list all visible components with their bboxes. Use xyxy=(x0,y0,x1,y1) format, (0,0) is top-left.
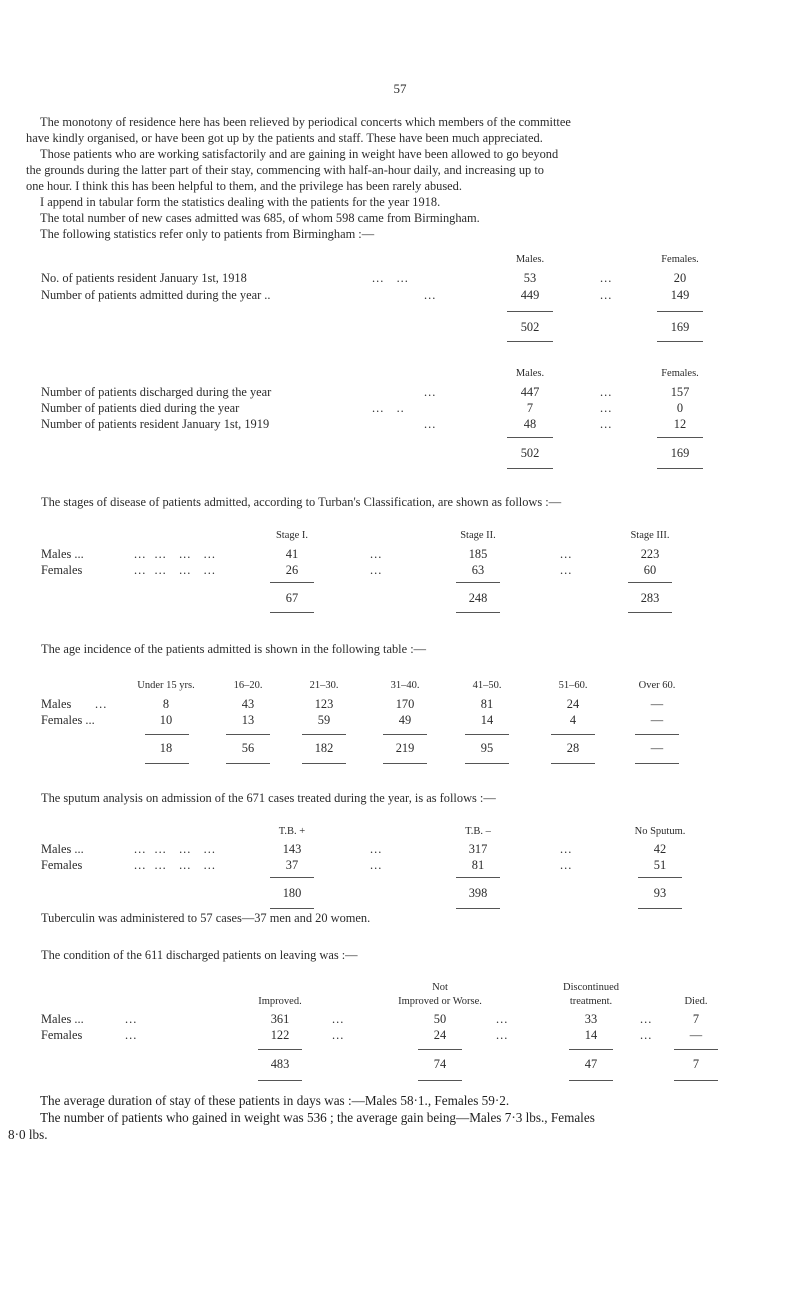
sum-rule xyxy=(145,734,189,735)
sum-rule xyxy=(569,1049,613,1050)
cell-value: 8 xyxy=(162,697,170,711)
sum-rule xyxy=(657,311,703,312)
sum-rule xyxy=(270,908,314,909)
cell-value: 447 xyxy=(520,385,540,399)
sum-rule xyxy=(551,763,595,764)
sum-rule xyxy=(635,734,679,735)
cell-value: 223 xyxy=(640,547,660,561)
total-value: 180 xyxy=(282,886,302,900)
sum-rule xyxy=(635,763,679,764)
row-label: Number of patients resident January 1st, 1919 xyxy=(41,417,270,431)
dot-leader: ... xyxy=(424,385,437,399)
dot-leader: ... xyxy=(600,401,613,415)
cell-value: 20 xyxy=(673,271,687,285)
dot-leader: ... xyxy=(424,417,437,431)
dot-leader: ... ... ... ... xyxy=(134,842,216,856)
dot-leader: ... xyxy=(125,1028,138,1042)
column-header: 41–50. xyxy=(472,680,502,691)
dot-leader: ... xyxy=(640,1012,653,1026)
column-header-females: Females. xyxy=(661,368,699,379)
intro-line: Those patients who are working satisfactorily and are gaining in weight have been allowed to go beyond xyxy=(40,147,559,161)
total-value: — xyxy=(650,741,664,755)
dot-leader: ... xyxy=(560,547,573,561)
dot-leader: ... xyxy=(496,1012,509,1026)
sum-rule xyxy=(657,341,703,342)
row-label: Males ... xyxy=(41,1012,84,1026)
sum-rule xyxy=(418,1080,462,1081)
column-header: 21–30. xyxy=(309,680,339,691)
sum-rule xyxy=(465,763,509,764)
total-value: 28 xyxy=(566,741,580,755)
cell-value: 7 xyxy=(526,401,534,415)
cell-value: 60 xyxy=(643,563,657,577)
row-label: Females xyxy=(41,1028,83,1042)
cell-value: 123 xyxy=(314,697,334,711)
cell-value: 53 xyxy=(523,271,537,285)
cell-value: 4 xyxy=(569,713,577,727)
cell-value: 81 xyxy=(480,697,494,711)
dot-leader: ... xyxy=(600,417,613,431)
cell-value: 317 xyxy=(468,842,488,856)
dot-leader: ... xyxy=(600,288,613,302)
cell-value: 43 xyxy=(241,697,255,711)
column-header: 16–20. xyxy=(233,680,263,691)
total-value: 93 xyxy=(653,886,667,900)
sum-rule xyxy=(270,612,314,613)
total-value: 67 xyxy=(285,591,299,605)
sum-rule xyxy=(145,763,189,764)
row-label: Females xyxy=(41,563,83,577)
cell-value: 13 xyxy=(241,713,255,727)
cell-value: 51 xyxy=(653,858,667,872)
dot-leader: ... xyxy=(370,547,383,561)
total-value: 18 xyxy=(159,741,173,755)
column-header-males: Males. xyxy=(515,368,545,379)
dot-leader: ... xyxy=(332,1028,345,1042)
sum-rule xyxy=(270,582,314,583)
closing-line: 8·0 lbs. xyxy=(8,1127,48,1142)
column-header-females: Females. xyxy=(661,254,699,265)
dot-leader: ... .. xyxy=(372,401,405,415)
sum-rule xyxy=(569,1080,613,1081)
cell-value: 24 xyxy=(566,697,580,711)
column-header-males: Males. xyxy=(515,254,545,265)
row-label: Number of patients discharged during the year xyxy=(41,385,272,399)
total-value: 7 xyxy=(692,1057,700,1071)
cell-value: 157 xyxy=(670,385,690,399)
cell-value: 12 xyxy=(673,417,687,431)
sum-rule xyxy=(456,908,500,909)
cell-value: 449 xyxy=(520,288,540,302)
row-label: Females ... xyxy=(41,713,95,727)
cell-value: 7 xyxy=(692,1012,700,1026)
dot-leader: ... xyxy=(600,271,613,285)
cell-value: 143 xyxy=(282,842,302,856)
total-value: 56 xyxy=(241,741,255,755)
section-intro: The age incidence of the patients admitted is shown in the following table :— xyxy=(41,642,427,656)
sum-rule xyxy=(383,763,427,764)
dot-leader: ... xyxy=(125,1012,138,1026)
total-value: 219 xyxy=(395,741,415,755)
dot-leader: ... xyxy=(370,842,383,856)
cell-value: 149 xyxy=(670,288,690,302)
dot-leader: ... ... xyxy=(372,271,409,285)
total-value: 248 xyxy=(468,591,488,605)
sum-rule xyxy=(258,1049,302,1050)
row-label: Males xyxy=(41,697,72,711)
intro-line: I append in tabular form the statistics dealing with the patients for the year 1918. xyxy=(40,195,441,209)
row-label: Number of patients died during the year xyxy=(41,401,240,415)
column-header: treatment. xyxy=(569,996,613,1007)
cell-value: 41 xyxy=(285,547,299,561)
cell-value: 26 xyxy=(285,563,299,577)
sum-rule xyxy=(456,582,500,583)
column-header: Died. xyxy=(684,996,708,1007)
cell-value: 14 xyxy=(480,713,494,727)
cell-value: — xyxy=(689,1028,703,1042)
cell-value: 122 xyxy=(270,1028,290,1042)
column-header: Under 15 yrs. xyxy=(137,680,195,691)
dot-leader: ... ... ... ... xyxy=(134,858,216,872)
cell-value: 50 xyxy=(433,1012,447,1026)
dot-leader: ... xyxy=(370,563,383,577)
cell-value: 33 xyxy=(584,1012,598,1026)
row-label: No. of patients resident January 1st, 1918 xyxy=(41,271,247,285)
column-header: Over 60. xyxy=(638,680,676,691)
sum-rule xyxy=(226,734,270,735)
cell-value: 48 xyxy=(523,417,537,431)
dot-leader: ... xyxy=(95,697,108,711)
cell-value: — xyxy=(650,697,664,711)
dot-leader: ... xyxy=(560,858,573,872)
cell-value: 59 xyxy=(317,713,331,727)
sum-rule xyxy=(674,1080,718,1081)
total-value: 169 xyxy=(670,320,690,334)
column-header-line: Not xyxy=(432,982,448,993)
column-header: 31–40. xyxy=(390,680,420,691)
section-intro: The stages of disease of patients admitted, according to Turban's Classification, are shown as follows :— xyxy=(41,495,562,509)
total-value: 483 xyxy=(270,1057,290,1071)
sum-rule xyxy=(418,1049,462,1050)
cell-value: 0 xyxy=(676,401,684,415)
sum-rule xyxy=(657,468,703,469)
cell-value: 14 xyxy=(584,1028,598,1042)
column-header: 51–60. xyxy=(558,680,588,691)
dot-leader: ... xyxy=(424,288,437,302)
dot-leader: ... xyxy=(332,1012,345,1026)
total-value: 95 xyxy=(480,741,494,755)
cell-value: 63 xyxy=(471,563,485,577)
sum-rule xyxy=(456,877,500,878)
dot-leader: ... xyxy=(560,563,573,577)
cell-value: 185 xyxy=(468,547,488,561)
sum-rule xyxy=(456,612,500,613)
row-label: Number of patients admitted during the year .. xyxy=(41,288,271,302)
column-header-line: Discontinued xyxy=(563,982,619,993)
total-value: 283 xyxy=(640,591,660,605)
sum-rule xyxy=(507,437,553,438)
sum-rule xyxy=(507,468,553,469)
column-header: T.B. + xyxy=(278,826,306,837)
sum-rule xyxy=(258,1080,302,1081)
column-header: T.B. – xyxy=(465,826,491,837)
row-label: Males ... xyxy=(41,547,84,561)
total-value: 502 xyxy=(520,446,540,460)
dot-leader: ... ... ... ... xyxy=(134,547,216,561)
column-header: Stage III. xyxy=(630,530,670,541)
section-intro: The sputum analysis on admission of the 671 cases treated during the year, is as follows :— xyxy=(41,791,496,805)
dot-leader: ... xyxy=(600,385,613,399)
sum-rule xyxy=(674,1049,718,1050)
page-number: 57 xyxy=(393,81,407,96)
sum-rule xyxy=(226,763,270,764)
cell-value: 361 xyxy=(270,1012,290,1026)
sum-rule xyxy=(302,763,346,764)
sum-rule xyxy=(628,612,672,613)
intro-line: The monotony of residence here has been relieved by periodical concerts which members of the committee xyxy=(40,115,571,129)
cell-value: 10 xyxy=(159,713,173,727)
intro-line: the grounds during the latter part of their stay, commencing with half-an-hour daily, and increasing up to xyxy=(26,163,544,177)
column-header: Improved or Worse. xyxy=(398,996,482,1007)
cell-value: 49 xyxy=(398,713,412,727)
intro-line: The following statistics refer only to patients from Birmingham :— xyxy=(40,227,375,241)
sum-rule xyxy=(507,311,553,312)
sum-rule xyxy=(270,877,314,878)
total-value: 398 xyxy=(468,886,488,900)
row-label: Females xyxy=(41,858,83,872)
sum-rule xyxy=(638,908,682,909)
cell-value: 170 xyxy=(395,697,415,711)
dot-leader: ... xyxy=(560,842,573,856)
sum-rule xyxy=(507,341,553,342)
closing-line: The average duration of stay of these patients in days was :—Males 58·1., Females 59·2. xyxy=(40,1093,510,1108)
sum-rule xyxy=(383,734,427,735)
dot-leader: ... xyxy=(496,1028,509,1042)
total-value: 502 xyxy=(520,320,540,334)
sum-rule xyxy=(551,734,595,735)
total-value: 182 xyxy=(314,741,334,755)
cell-value: 37 xyxy=(285,858,299,872)
column-header: No Sputum. xyxy=(634,826,686,837)
tuberculin-note: Tuberculin was administered to 57 cases—37 men and 20 women. xyxy=(41,911,371,925)
sum-rule xyxy=(465,734,509,735)
section-intro: The condition of the 611 discharged patients on leaving was :— xyxy=(41,948,358,962)
sum-rule xyxy=(638,877,682,878)
sum-rule xyxy=(657,437,703,438)
cell-value: — xyxy=(650,713,664,727)
dot-leader: ... xyxy=(640,1028,653,1042)
dot-leader: ... ... ... ... xyxy=(134,563,216,577)
cell-value: 81 xyxy=(471,858,485,872)
sum-rule xyxy=(628,582,672,583)
dot-leader: ... xyxy=(370,858,383,872)
cell-value: 42 xyxy=(653,842,667,856)
total-value: 47 xyxy=(584,1057,598,1071)
total-value: 169 xyxy=(670,446,690,460)
column-header: Stage I. xyxy=(275,530,309,541)
intro-line: The total number of new cases admitted was 685, of whom 598 came from Birmingham. xyxy=(40,211,480,225)
column-header: Stage II. xyxy=(460,530,496,541)
cell-value: 24 xyxy=(433,1028,447,1042)
intro-line: one hour. I think this has been helpful to them, and the privilege has been rarely abused. xyxy=(26,179,462,193)
closing-line: The number of patients who gained in weight was 536 ; the average gain being—Males 7·3 lbs., Females xyxy=(40,1110,595,1125)
sum-rule xyxy=(302,734,346,735)
row-label: Males ... xyxy=(41,842,84,856)
column-header: Improved. xyxy=(258,996,302,1007)
intro-line: have kindly organised, or have been got up by the patients and staff. These have been much appreciated. xyxy=(26,131,543,145)
total-value: 74 xyxy=(433,1057,447,1071)
